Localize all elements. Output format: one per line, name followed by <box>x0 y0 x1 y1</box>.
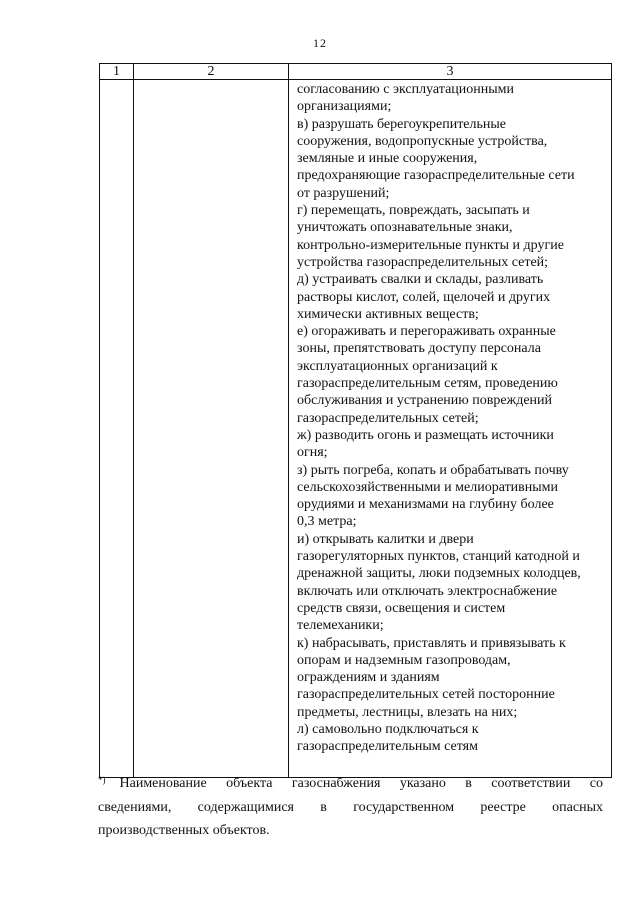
text-line: орудиями и механизмами на глубину более <box>297 497 554 513</box>
text-line: химически активных веществ; <box>297 306 479 322</box>
text-line: з) рыть погреба, копать и обрабатывать почву <box>297 462 569 478</box>
column-header-2: 2 <box>134 64 289 80</box>
text-line: контрольно-измерительные пункты и другие <box>297 237 564 253</box>
text-line: обслуживания и устранению повреждений <box>297 393 553 409</box>
text-line: газорегуляторных пунктов, станций катодной и <box>297 549 580 565</box>
text-line: согласованию с эксплуатационными <box>297 82 515 97</box>
text-line: эксплуатационных организаций к <box>297 358 498 374</box>
text-line: опорам и надземным газопроводам, <box>297 652 511 668</box>
footnote-line-3: производственных объектов. <box>98 823 270 838</box>
table-row <box>100 80 612 778</box>
text-line: зоны, препятствовать доступу персонала <box>297 341 541 357</box>
footnote-text-1: Наименование объекта газоснабжения указано в соответствии со <box>119 776 603 791</box>
text-line: от разрушений; <box>297 185 390 201</box>
text-line: устройства газораспределительных сетей; <box>297 254 549 270</box>
text-line: средств связи, освещения и систем <box>297 600 506 616</box>
text-line: дренажной защиты, люки подземных колодцев, <box>297 566 581 582</box>
text-line: земляные и иные сооружения, <box>297 151 478 167</box>
footnote-line-2: сведениями, содержащимися в государственном реестре опасных <box>98 799 603 815</box>
text-line: ж) разводить огонь и размещать источники <box>297 427 554 443</box>
text-line: телемеханики; <box>297 618 384 634</box>
table-cell-col1 <box>100 80 134 778</box>
text-line: организациями; <box>297 99 392 115</box>
page-number: 12 <box>313 36 327 50</box>
table-cell-col3 <box>289 80 612 778</box>
text-line: сельскохозяйственными и мелиоративными <box>297 479 559 495</box>
text-line: ограждениям и зданиям <box>297 670 440 686</box>
text-line: в) разрушать берегоукрепительные <box>297 116 507 132</box>
text-line: уничтожать опознавательные знаки, <box>297 220 513 236</box>
text-line: д) устраивать свалки и склады, разливать <box>297 272 544 288</box>
text-line: г) перемещать, повреждать, засыпать и <box>297 203 530 219</box>
text-line: газораспределительным сетям, проведению <box>297 376 558 392</box>
text-line: сооружения, водопропускные устройства, <box>297 133 548 149</box>
footnote-mark: *) <box>98 775 106 785</box>
text-line: газораспределительным сетям <box>297 739 478 755</box>
text-line: предохраняющие газораспределительные сети <box>297 168 575 184</box>
text-line: к) набрасывать, приставлять и привязывать к <box>297 635 566 651</box>
column-header-3: 3 <box>289 64 612 80</box>
text-line: газораспределительных сетей; <box>297 410 479 426</box>
text-line: предметы, лестницы, влезать на них; <box>297 704 518 720</box>
footnote-line-1 <box>98 772 603 796</box>
column-header-1: 1 <box>100 64 134 80</box>
table-header-row <box>100 64 612 80</box>
text-line: л) самовольно подключаться к <box>297 721 479 737</box>
table-cell-col2 <box>134 80 289 778</box>
footnote <box>98 772 603 843</box>
text-line: 0,3 метра; <box>297 514 357 530</box>
text-line: огня; <box>297 445 328 461</box>
text-line: растворы кислот, солей, щелочей и других <box>297 289 551 305</box>
text-line: и) открывать калитки и двери <box>297 531 474 547</box>
document-table <box>99 63 612 778</box>
text-line: включать или отключать электроснабжение <box>297 583 558 599</box>
text-line: е) огораживать и перегораживать охранные <box>297 324 556 340</box>
text-line: газораспределительных сетей посторонние <box>297 687 555 703</box>
